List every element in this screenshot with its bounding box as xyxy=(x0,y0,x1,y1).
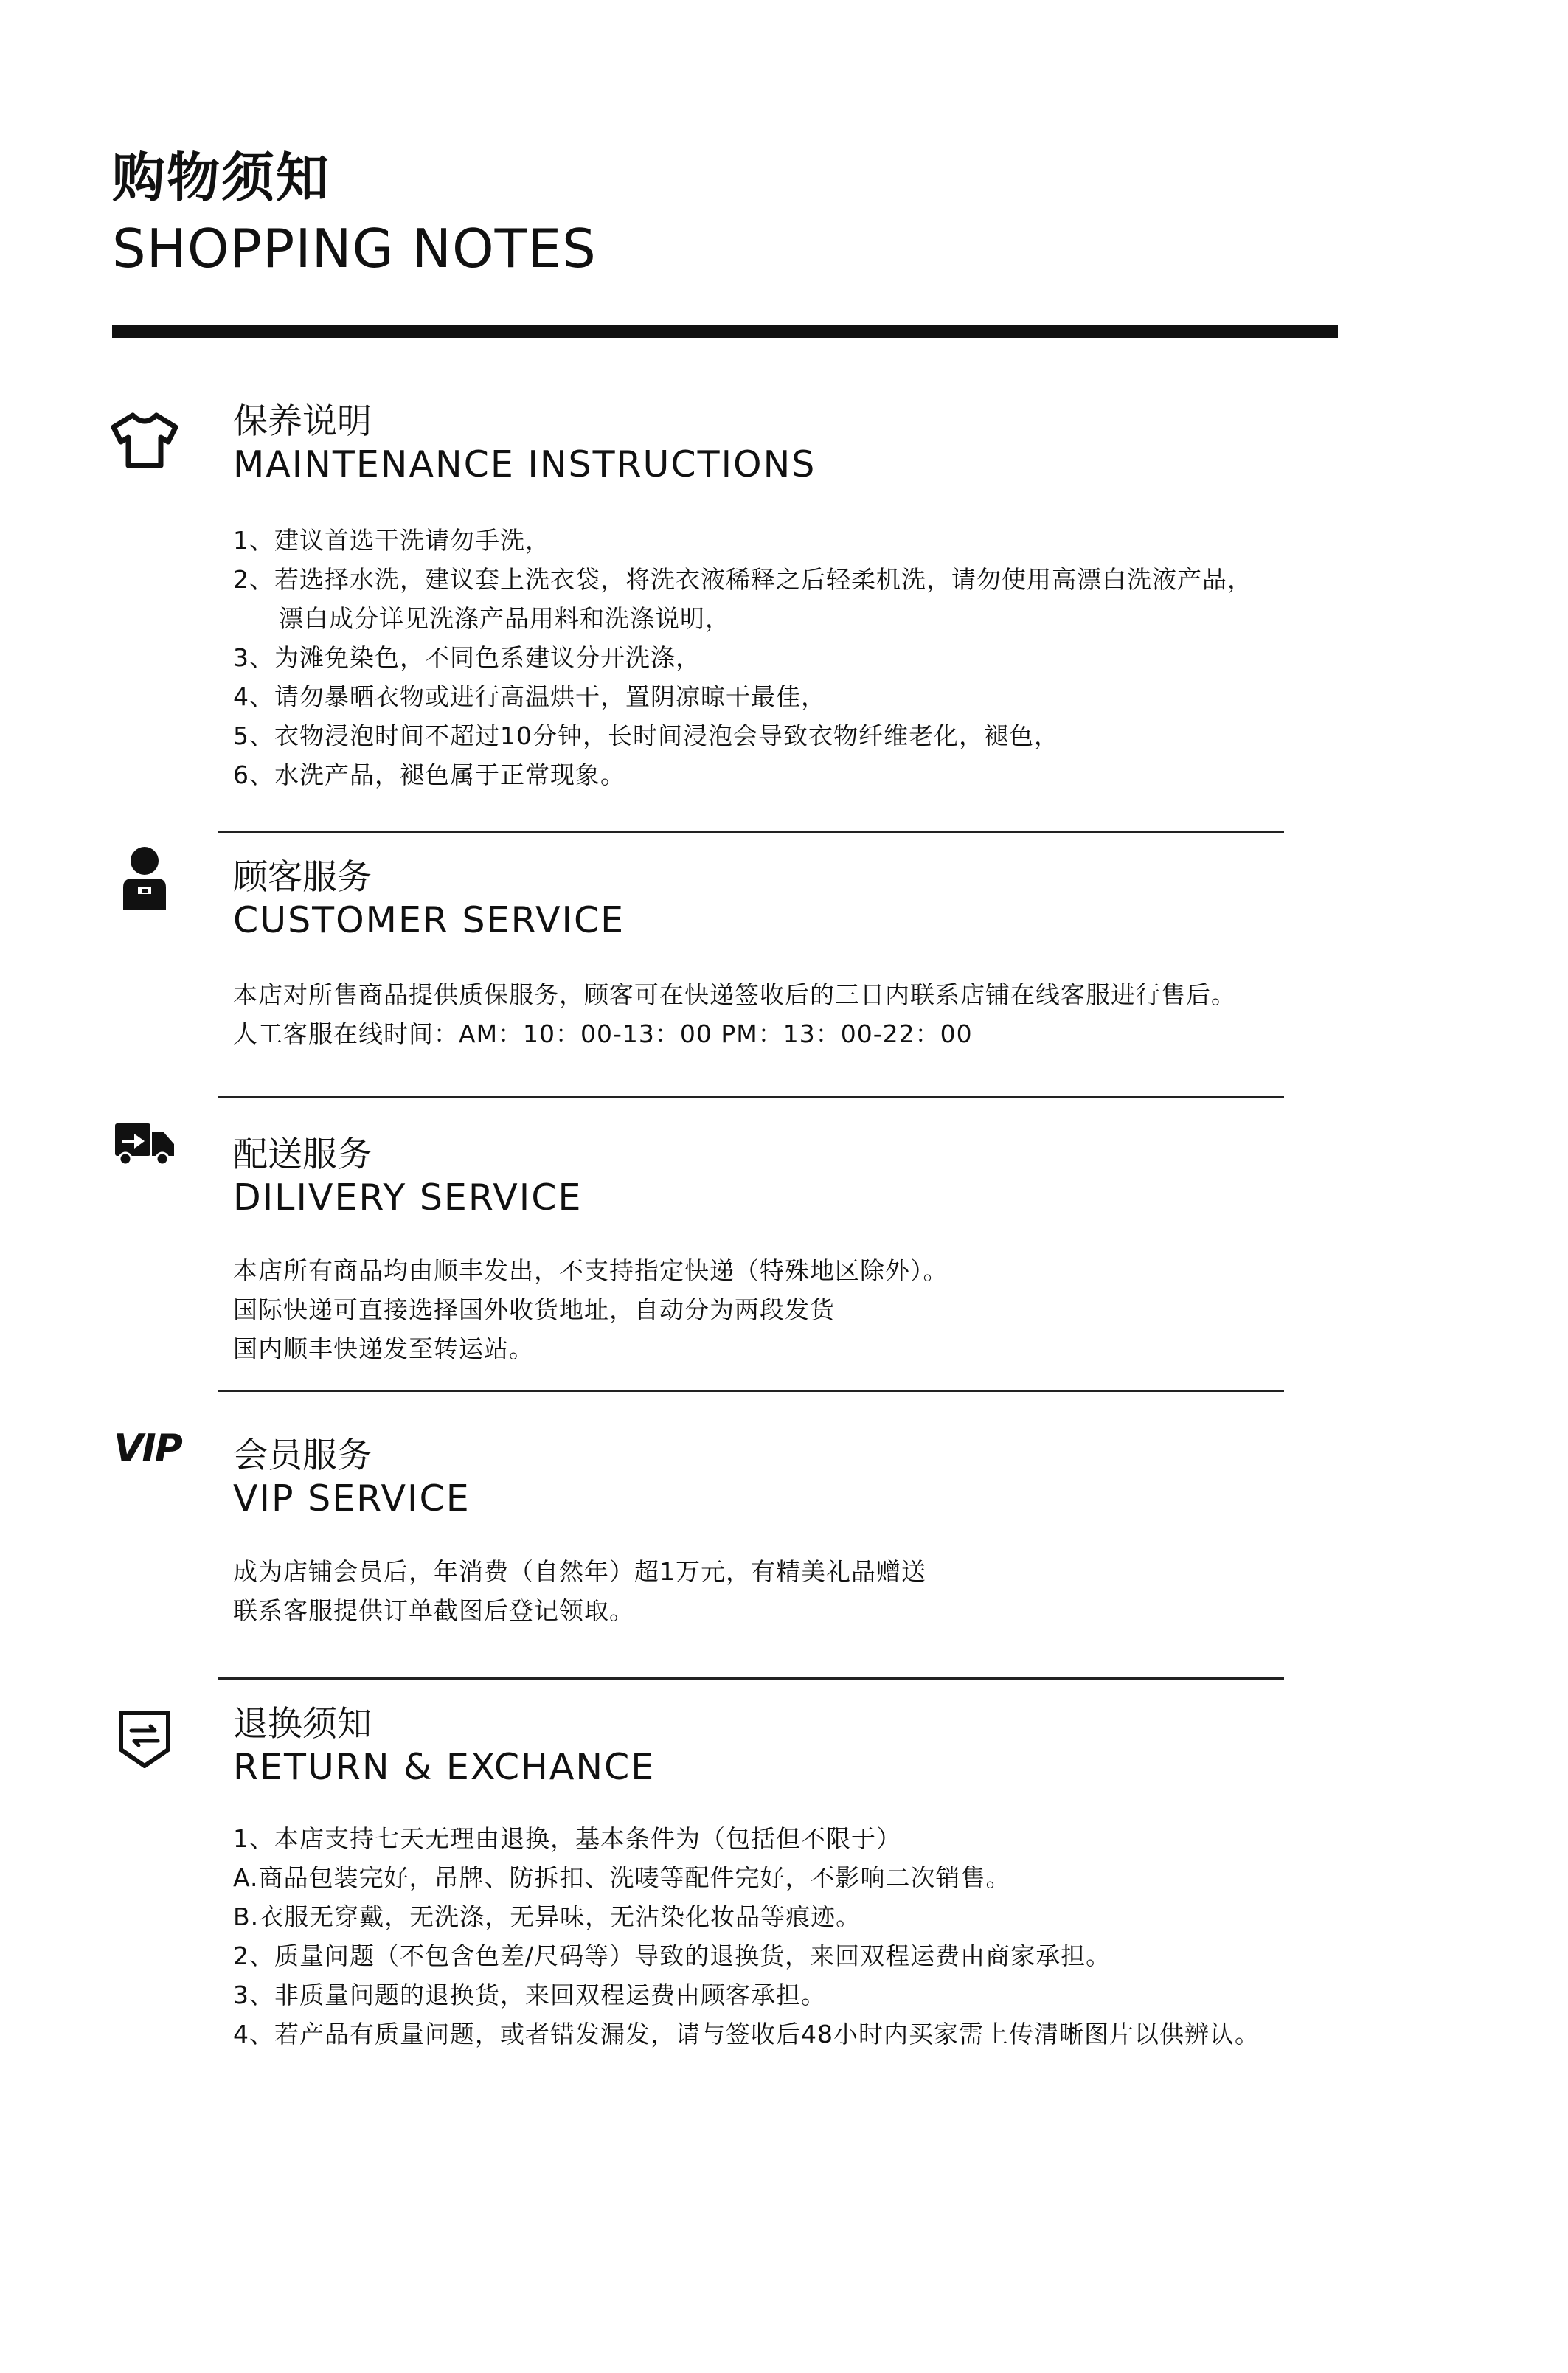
page-title-chinese: 购物须知 xyxy=(112,147,331,209)
body-line: 4、若产品有质量问题，或者错发漏发，请与签收后48小时内买家需上传清晰图片以供辨认。 xyxy=(233,2020,1260,2048)
section-title-customer-service: 顾客服务 xyxy=(233,857,372,898)
body-line: 2、质量问题（不包含色差/尺码等）导致的退换货，来回双程运费由商家承担。 xyxy=(233,1941,1111,1970)
section-title-maintenance: 保养说明 xyxy=(233,401,372,442)
customer-service-agent-icon xyxy=(103,836,186,919)
section-title-return: 退换须知 xyxy=(233,1704,372,1745)
section-subtitle-delivery: DILIVERY SERVICE xyxy=(233,1177,583,1219)
body-line: 漂白成分详见洗涤产品用料和洗涤说明， xyxy=(279,604,730,633)
body-line: 人工客服在线时间：AM：10：00-13：00 PM：13：00-22：00 xyxy=(233,1019,973,1048)
body-line: 1、建议首选干洗请勿手洗， xyxy=(233,526,550,555)
body-line: 成为店铺会员后，年消费（自然年）超1万元，有精美礼品赠送 xyxy=(233,1557,926,1586)
section-title-delivery: 配送服务 xyxy=(233,1134,372,1175)
body-line: 3、为滩免染色，不同色系建议分开洗涤， xyxy=(233,643,701,672)
body-line: 5、衣物浸泡时间不超过10分钟，长时间浸泡会导致衣物纤维老化，褪色， xyxy=(233,721,1059,750)
section-subtitle-maintenance: MAINTENANCE INSTRUCTIONS xyxy=(233,443,816,485)
section-subtitle-return: RETURN & EXCHANCE xyxy=(233,1746,656,1788)
body-line: B.衣服无穿戴，无洗涤，无异味，无沾染化妆品等痕迹。 xyxy=(233,1902,861,1931)
body-line: 国内顺丰快递发至转运站。 xyxy=(233,1334,534,1363)
section-body-vip xyxy=(233,1552,926,1630)
section-body-customer-service xyxy=(233,975,1236,1053)
page-title-english: SHOPPING NOTES xyxy=(112,218,597,280)
body-line: 1、本店支持七天无理由退换，基本条件为（包括但不限于） xyxy=(233,1824,901,1853)
section-body-maintenance xyxy=(233,521,1252,794)
body-line: 2、若选择水洗，建议套上洗衣袋，将洗衣液稀释之后轻柔机洗，请勿使用高漂白洗液产品， xyxy=(233,565,1252,594)
delivery-truck-icon xyxy=(103,1102,186,1185)
section-body-return xyxy=(233,1819,1260,2054)
header-divider xyxy=(112,325,1338,338)
body-line: 4、请勿暴晒衣物或进行高温烘干，置阴凉晾干最佳， xyxy=(233,682,826,711)
vip-icon xyxy=(96,1407,199,1490)
exchange-shield-icon xyxy=(103,1698,186,1781)
body-line: 本店对所售商品提供质保服务，顾客可在快递签收后的三日内联系店铺在线客服进行售后。 xyxy=(233,980,1236,1009)
tshirt-icon xyxy=(103,399,186,482)
vip-icon-label: VIP xyxy=(114,1427,181,1471)
body-line: 国际快递可直接选择国外收货地址，自动分为两段发货 xyxy=(233,1295,835,1324)
body-line: A.商品包装完好，吊牌、防拆扣、洗唛等配件完好，不影响二次销售。 xyxy=(233,1863,1011,1892)
body-line: 联系客服提供订单截图后登记领取。 xyxy=(233,1596,634,1625)
section-divider xyxy=(218,1390,1284,1392)
body-line: 本店所有商品均由顺丰发出，不支持指定快递（特殊地区除外）。 xyxy=(233,1256,948,1285)
section-title-vip: 会员服务 xyxy=(233,1435,372,1476)
section-body-delivery xyxy=(233,1251,948,1368)
section-divider xyxy=(218,1677,1284,1680)
section-subtitle-customer-service: CUSTOMER SERVICE xyxy=(233,899,625,941)
body-line: 6、水洗产品，褪色属于正常现象。 xyxy=(233,761,625,789)
section-divider xyxy=(218,831,1284,833)
section-subtitle-vip: VIP SERVICE xyxy=(233,1478,471,1520)
body-line: 3、非质量问题的退换货，来回双程运费由顾客承担。 xyxy=(233,1981,826,2009)
section-divider xyxy=(218,1096,1284,1098)
